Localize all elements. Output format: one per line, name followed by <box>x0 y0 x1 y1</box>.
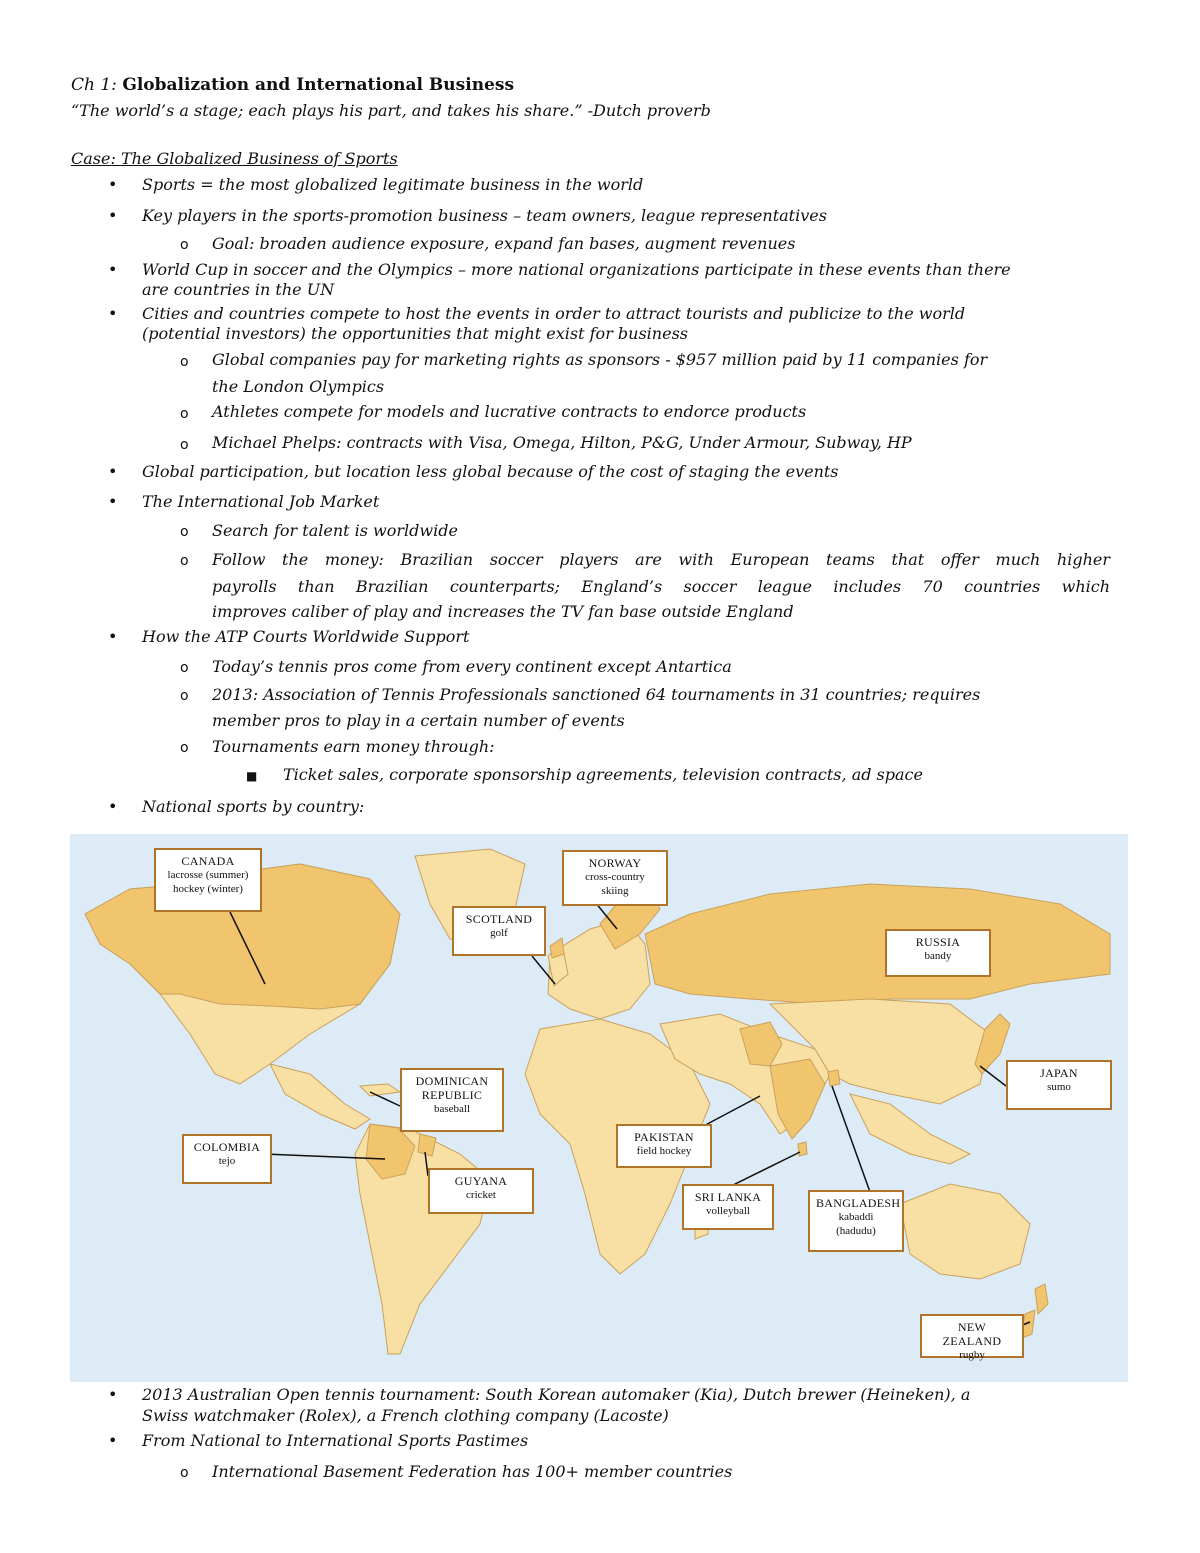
sub-bullet: o <box>180 524 189 540</box>
callout-pakistan: PAKISTAN field hockey <box>616 1124 712 1168</box>
list-item: Athletes compete for models and lucrative contracts to endorce products <box>212 402 807 421</box>
callout-colombia: COLOMBIA tejo <box>182 1134 272 1184</box>
sub-bullet: o <box>180 553 189 569</box>
sub-bullet: o <box>180 437 189 453</box>
sub-bullet: o <box>180 688 189 704</box>
callout-bangladesh: BANGLADESH kabaddi (hadudu) <box>808 1190 904 1252</box>
list-item: Goal: broaden audience exposure, expand fan bases, augment revenues <box>212 234 796 253</box>
sub-bullet: o <box>180 1465 189 1481</box>
callout-russia: RUSSIA bandy <box>885 929 991 977</box>
list-item: International Basement Federation has 100+ member countries <box>212 1462 733 1481</box>
epigraph-quote: “The world’s a stage; each plays his part, and takes his share.” -Dutch proverb <box>71 101 711 120</box>
callout-dominican-republic: DOMINICAN REPUBLIC baseball <box>400 1068 504 1132</box>
callout-canada: CANADA lacrosse (summer) hockey (winter) <box>154 848 262 912</box>
callout-guyana: GUYANA cricket <box>428 1168 534 1214</box>
sub-bullet: o <box>180 237 189 253</box>
bullet: • <box>108 462 118 481</box>
list-item: Global companies pay for marketing rights as sponsors - $957 million paid by 11 companies for <box>212 350 988 369</box>
list-item: 2013: Association of Tennis Professionals sanctioned 64 tournaments in 31 countries; requires <box>212 685 981 704</box>
bullet: • <box>108 797 118 816</box>
list-item: 2013 Australian Open tennis tournament: South Korean automaker (Kia), Dutch brewer (Heineken), a <box>142 1385 971 1404</box>
sub-bullet: o <box>180 660 189 676</box>
sub-sub-bullet: ■ <box>246 769 258 783</box>
callout-scotland: SCOTLAND golf <box>452 906 546 956</box>
list-item-continued: improves caliber of play and increases the TV fan base outside England <box>212 602 794 621</box>
list-item: How the ATP Courts Worldwide Support <box>142 627 470 646</box>
chapter-title: Globalization and International Business <box>122 75 515 95</box>
list-item: Key players in the sports-promotion business – team owners, league representatives <box>142 206 827 225</box>
bullet: • <box>108 304 118 323</box>
world-map-figure <box>70 834 1128 1382</box>
sub-bullet: o <box>180 740 189 756</box>
bullet: • <box>108 1385 118 1404</box>
list-item: Tournaments earn money through: <box>212 737 495 756</box>
list-item-continued: payrolls than Brazilian counterparts; England’s soccer league includes 70 countries which <box>212 577 1110 596</box>
chapter-label: Ch 1: <box>71 75 117 95</box>
list-item: Michael Phelps: contracts with Visa, Omega, Hilton, P&G, Under Armour, Subway, HP <box>212 433 912 452</box>
list-item: World Cup in soccer and the Olympics – more national organizations participate in these events than there <box>142 260 1011 279</box>
list-item: Today’s tennis pros come from every continent except Antartica <box>212 657 732 676</box>
bullet: • <box>108 260 118 279</box>
callout-sri-lanka: SRI LANKA volleyball <box>682 1184 774 1230</box>
bullet: • <box>108 627 118 646</box>
list-item: Search for talent is worldwide <box>212 521 458 540</box>
sub-bullet: o <box>180 406 189 422</box>
callout-new-zealand: NEW ZEALAND rugby <box>920 1314 1024 1358</box>
list-item: Global participation, but location less global because of the cost of staging the events <box>142 462 839 481</box>
list-item: From National to International Sports Pastimes <box>142 1431 529 1450</box>
callout-japan: JAPAN sumo <box>1006 1060 1112 1110</box>
list-item: The International Job Market <box>142 492 380 511</box>
list-item: Cities and countries compete to host the events in order to attract tourists and publicize to the world <box>142 304 966 323</box>
bullet: • <box>108 175 118 194</box>
list-item-continued: member pros to play in a certain number of events <box>212 711 625 730</box>
case-heading: Case: The Globalized Business of Sports <box>71 149 398 168</box>
list-item: Ticket sales, corporate sponsorship agreements, television contracts, ad space <box>283 765 923 784</box>
list-item-continued: (potential investors) the opportunities that might exist for business <box>142 324 688 343</box>
list-item: National sports by country: <box>142 797 365 816</box>
bullet: • <box>108 206 118 225</box>
list-item: Sports = the most globalized legitimate business in the world <box>142 175 644 194</box>
sub-bullet: o <box>180 354 189 370</box>
list-item-continued: the London Olympics <box>212 377 385 396</box>
list-item: Follow the money: Brazilian soccer players are with European teams that offer much higher <box>212 550 1110 569</box>
bullet: • <box>108 492 118 511</box>
callout-norway: NORWAY cross-country skiing <box>562 850 668 906</box>
world-map-land <box>70 834 1128 1382</box>
bullet: • <box>108 1431 118 1450</box>
list-item-continued: are countries in the UN <box>142 280 335 299</box>
document-title <box>71 74 514 96</box>
list-item-continued: Swiss watchmaker (Rolex), a French clothing company (Lacoste) <box>142 1406 669 1425</box>
